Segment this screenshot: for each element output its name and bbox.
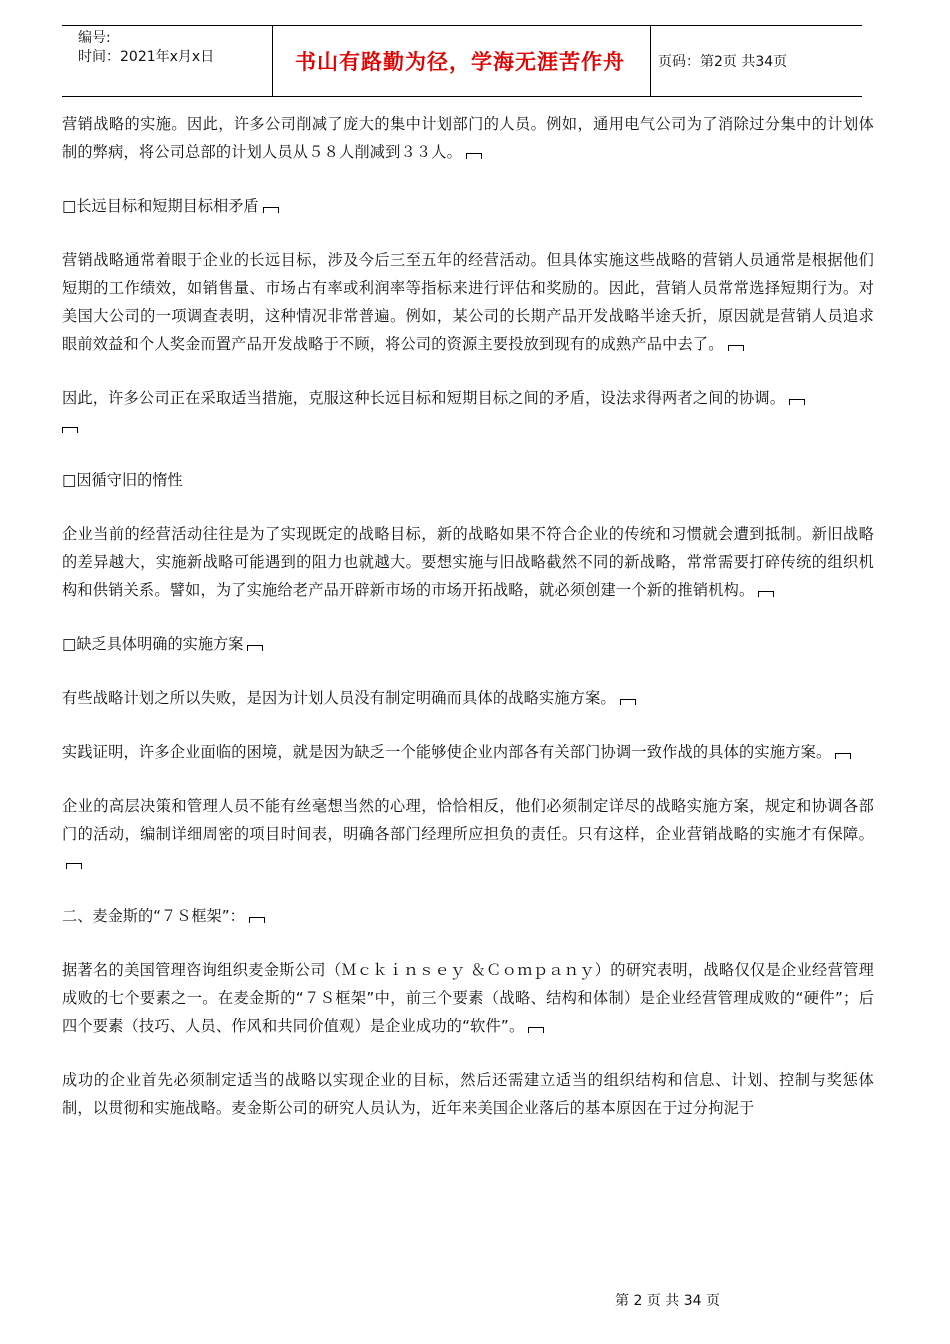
paragraph-mark-icon <box>620 699 636 705</box>
header-meta <box>78 26 268 99</box>
page-footer: 第 2 页 共 34 页 <box>615 1293 720 1309</box>
checkbox-square-icon: □ <box>62 197 77 215</box>
paragraph-mark-icon <box>758 591 774 597</box>
paragraph: 有些战略计划之所以失败，是因为计划人员没有制定明确而具体的战略实施方案。 <box>62 684 874 712</box>
header-divider <box>650 26 651 96</box>
paragraph-mark-icon <box>789 399 805 405</box>
document-body <box>62 110 874 1148</box>
paragraph-mark-icon <box>263 207 279 213</box>
header-page-number: 页码：第2页 共34页 <box>658 54 788 70</box>
paragraph-mark-icon <box>728 345 744 351</box>
checkbox-square-icon: □ <box>62 471 77 489</box>
section-heading: 二、麦金斯的“７Ｓ框架”： <box>62 902 874 930</box>
section-heading: □因循守旧的惰性 <box>62 471 183 489</box>
header-motto: 书山有路勤为径，学海无涯苦作舟 <box>295 50 625 74</box>
paragraph-mark-icon <box>247 645 263 651</box>
section-heading: □长远目标和短期目标相矛盾 <box>62 192 874 220</box>
checkbox-square-icon: □ <box>62 635 77 653</box>
paragraph: 据著名的美国管理咨询组织麦金斯公司（Ｍｃｋｉｎｓｅｙ ＆Ｃｏｍｐａｎｙ）的研究表明，战略仅仅是企业经营管理成败的七个要素之一。在麦金斯的“７Ｓ框架”中，前三个要素（战略、结构和体制）是企业经营管理成败的“硬件”；后四个要素（技巧、人员、作风和共同价值观）是企业成功的“软件”。 <box>62 961 874 1035</box>
paragraph-mark-icon <box>466 153 482 159</box>
document-date: 时间：2021年x月x日 <box>78 49 215 65</box>
paragraph: 成功的企业首先必须制定适当的战略以实现企业的目标，然后还需建立适当的组织结构和信息、计划、控制与奖惩体制，以贯彻和实施战略。麦金斯公司的研究人员认为，近年来美国企业落后的基本原因在于过分拘泥于 <box>62 1071 874 1117</box>
paragraph-mark-icon <box>66 863 82 869</box>
paragraph: 企业当前的经营活动往往是为了实现既定的战略目标，新的战略如果不符合企业的传统和习惯就会遭到抵制。新旧战略的差异越大，实施新战略可能遇到的阻力也就越大。要想实施与旧战略截然不同的新战略，常常需要打碎传统的组织机构和供销关系。譬如，为了实施给老产品开辟新市场的市场开拓战略，就必须创建一个新的推销机构。 <box>62 525 874 599</box>
paragraph: 营销战略的实施。因此，许多公司削减了庞大的集中计划部门的人员。例如，通用电气公司为了消除过分集中的计划体制的弊病，将公司总部的计划人员从５８人削减到３３人。 <box>62 115 874 161</box>
paragraph-mark-icon <box>249 917 265 923</box>
header-divider <box>272 26 273 96</box>
document-number-label: 编号: <box>78 30 111 46</box>
paragraph: 因此，许多公司正在采取适当措施，克服这种长远目标和短期目标之间的矛盾，设法求得两者之间的协调。 <box>62 384 874 440</box>
paragraph-mark-icon <box>835 753 851 759</box>
page-header <box>62 25 862 97</box>
paragraph: 营销战略通常着眼于企业的长远目标，涉及今后三至五年的经营活动。但具体实施这些战略的营销人员通常是根据他们短期的工作绩效，如销售量、市场占有率或利润率等指标来进行评估和奖励的。因此，营销人员常常选择短期行为。对美国大公司的一项调查表明，这种情况非常普遍。例如，某公司的长期产品开发战略半途夭折，原因就是营销人员追求眼前效益和个人奖金而置产品开发战略于不顾，将公司的资源主要投放到现有的成熟产品中去了。 <box>62 251 874 353</box>
paragraph: 实践证明，许多企业面临的困境，就是因为缺乏一个能够使企业内部各有关部门协调一致作战的具体的实施方案。 <box>62 738 874 766</box>
paragraph: 企业的高层决策和管理人员不能有丝毫想当然的心理，恰恰相反，他们必须制定详尽的战略实施方案，规定和协调各部门的活动，编制详细周密的项目时间表，明确各部门经理所应担负的责任。只有这样，企业营销战略的实施才有保障。 <box>62 792 874 876</box>
paragraph-mark-icon <box>528 1027 544 1033</box>
section-heading: □缺乏具体明确的实施方案 <box>62 630 874 658</box>
paragraph-mark-icon <box>62 427 78 433</box>
